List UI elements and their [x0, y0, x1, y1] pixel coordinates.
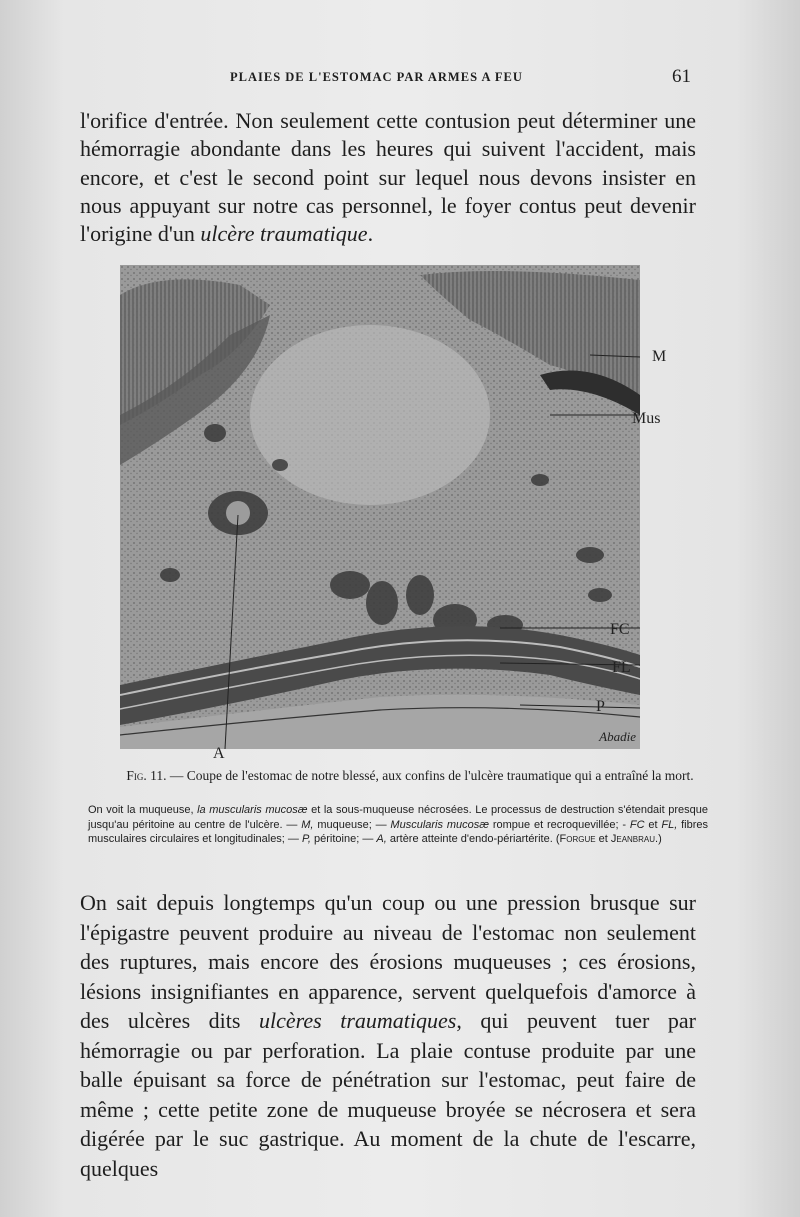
running-header: PLAIES DE L'ESTOMAC PAR ARMES A FEU [230, 70, 523, 84]
legend-author: Forgue [559, 833, 596, 845]
legend-italic: Muscularis mucosæ [390, 818, 489, 831]
legend-italic: A, [376, 833, 387, 845]
legend-text: muqueuse; — [313, 818, 391, 831]
paragraph-main [80, 888, 696, 1183]
histology-figure [120, 265, 640, 749]
paragraph-intro [80, 107, 696, 248]
paragraph-main-rest: , qui peuvent tuer par hémorragie ou par perforation. La plaie contuse produite par une balle épuisant sa force de pénétration sur l'estomac, peut faire de même ; cette petite zone de muqueuse broyée se nécrosera et sera digérée par le suc gastrique. Au moment de la chute de l'escarre, quelques [80, 1008, 696, 1181]
stomach-section-drawing [120, 265, 640, 749]
legend-italic: P, [301, 833, 311, 845]
label-a: A [213, 745, 225, 762]
legend-text: et [644, 818, 662, 831]
label-p: P [596, 698, 605, 715]
legend-text: .) [655, 833, 662, 845]
legend-italic: M, [301, 818, 314, 831]
figure-legend [88, 803, 708, 847]
label-m: M [652, 348, 667, 365]
paragraph-intro-end: . [367, 221, 374, 247]
label-fl: FL [612, 659, 631, 676]
label-fc: FC [610, 621, 630, 638]
legend-text: péritoine; — [310, 833, 377, 845]
page-number: 61 [672, 66, 691, 87]
paragraph-intro-italic: ulcère traumatique [200, 221, 368, 247]
legend-text: On voit la muqueuse, [88, 804, 198, 816]
figure-caption [100, 768, 720, 784]
legend-text: et [595, 833, 611, 845]
legend-text: artère atteinte d'endo-périartérite. ( [386, 833, 560, 845]
legend-text: rompue et recroquevillée; - [489, 818, 630, 831]
legend-text: fibres musculaires circulaires et longitudinales; — [88, 818, 708, 845]
paragraph-intro-text: l'orifice d'entrée. Non seulement cette contusion peut déterminer une hémorragie abondante dans les heures qui suivent l'accident, mais encore, et c'est le second point sur lequel nous devons insister en nous appuyant sur notre cas personnel, le foyer contus peut devenir l'origine d'un [80, 108, 696, 247]
legend-text: et la sous-muqueuse nécrosées. Le processus de destruction s'étendait presque jusqu'au péritoine au centre de l'ulcère. — [88, 804, 709, 831]
legend-italic: la muscularis mucosæ [197, 804, 308, 816]
artist-signature: Abadie [599, 729, 636, 744]
paragraph-main-italic: ulcères traumatiques [258, 1008, 457, 1033]
figure-caption-text: — Coupe de l'estomac de notre blessé, aux confins de l'ulcère traumatique qui a entraîné la mort. [166, 768, 694, 783]
legend-italic: FL, [661, 818, 678, 831]
label-mus: Mus [632, 410, 661, 427]
paragraph-main-text: On sait depuis longtemps qu'un coup ou une pression brusque sur l'épigastre peuvent produire au niveau de l'estomac non seulement des ruptures, mais encore des érosions muqueuses ; ces érosions, lésions insignifiantes en apparence, servent quelquefois d'amorce à des ulcères dits [80, 890, 696, 1033]
legend-italic: FC [629, 818, 645, 831]
figure-number: Fig. 11. [126, 768, 167, 783]
legend-author: Jeanbrau [610, 833, 656, 845]
